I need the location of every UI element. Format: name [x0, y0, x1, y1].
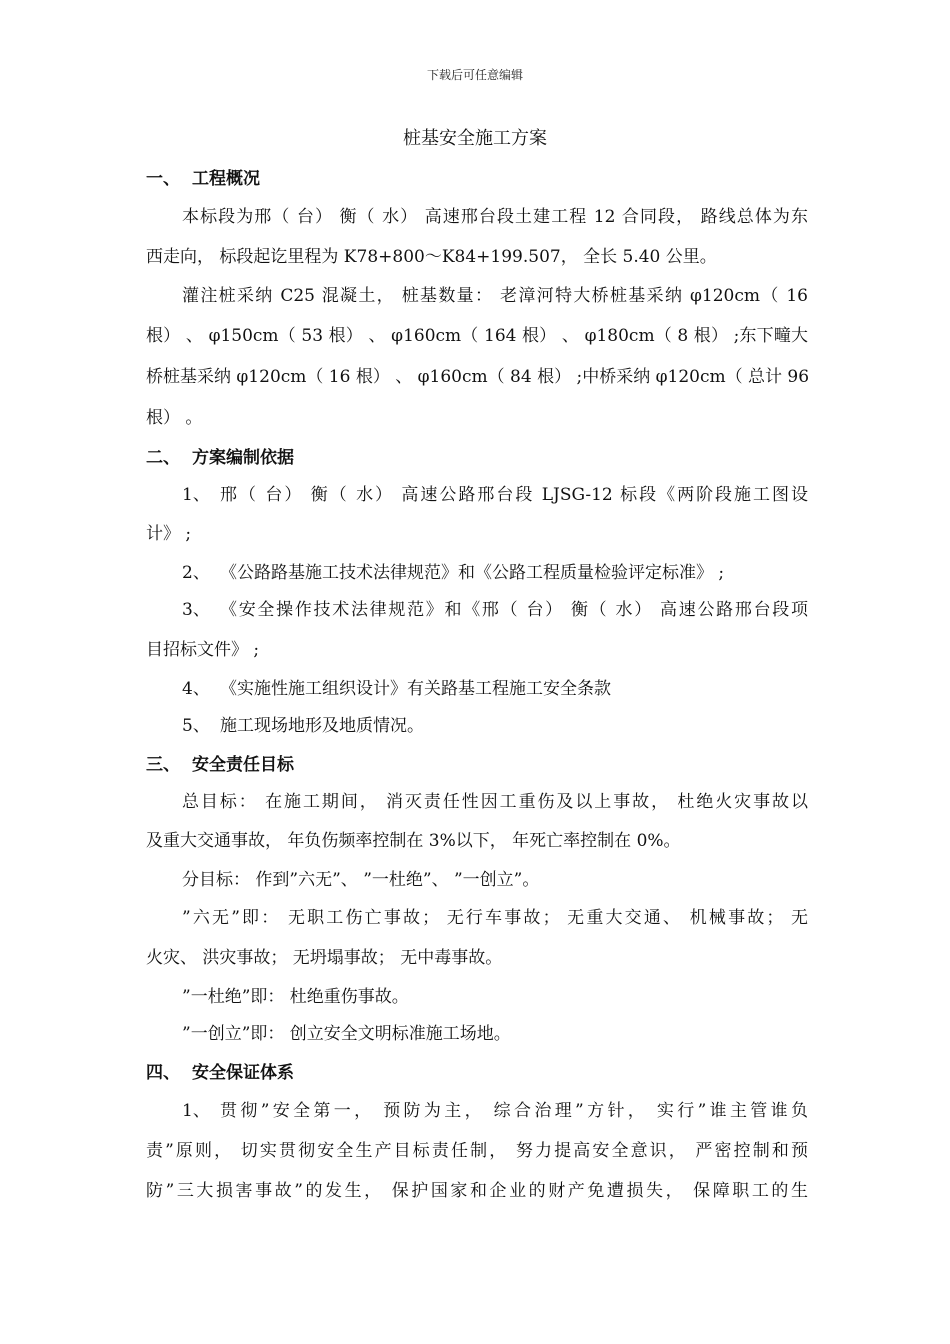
paragraph-line: 及重大交通事故， 年负伤频率控制在 3%以下， 年死亡率控制在 0%。 [146, 831, 681, 851]
paragraph-line: 桥桩基采纳 φ120cm（ 16 根） 、 φ160cm（ 84 根） ;中桥采纳 φ120cm（ 总计 96 [146, 367, 810, 387]
list-item-text: 《实施性施工组织设计》有关路基工程施工安全条款 [220, 679, 611, 699]
section-number: 三、 [146, 755, 180, 775]
section-number: 一、 [146, 169, 180, 189]
paragraph-line: 西走向， 标段起讫里程为 K78+800～K84+199.507， 全长 5.40 公里。 [146, 247, 717, 267]
section-title: 安全责任目标 [192, 755, 294, 775]
section-heading-2 [146, 443, 808, 468]
section-number: 二、 [146, 448, 180, 468]
section-heading-3 [146, 750, 808, 775]
list-item-text: 《公路路基施工技术法律规范》和《公路工程质量检验评定标准》 ; [220, 563, 725, 583]
paragraph-line: 分目标： 作到”六无”、 ”一杜绝”、 ”一创立”。 [182, 870, 540, 890]
list-item-continuation: 目招标文件》 ; [146, 640, 260, 660]
list-item-number: 5、 [182, 716, 210, 736]
section-heading-4 [146, 1058, 808, 1083]
list-item-number: 1、 [182, 485, 210, 505]
list-item-number: 1、 [182, 1101, 210, 1121]
list-item-text: 邢（ 台） 衡（ 水） 高速公路邢台段 LJSG-12 标段《两阶段施工图设 [220, 485, 808, 505]
list-item-text: 贯彻”安全第一， 预防为主， 综合治理”方针， 实行”谁主管谁负 [220, 1101, 808, 1121]
list-item-number: 3、 [182, 600, 210, 620]
paragraph-line: 防”三大损害事故”的发生， 保护国家和企业的财产免遭损失， 保障职工的生 [146, 1181, 808, 1201]
paragraph-line: 火灾、 洪灾事故； 无坍塌事故； 无中毒事故。 [146, 948, 503, 968]
list-item-text: 《安全操作技术法律规范》和《邢（ 台） 衡（ 水） 高速公路邢台段项 [220, 600, 808, 620]
list-item-number: 4、 [182, 679, 210, 699]
list-item-number: 2、 [182, 563, 210, 583]
section-title: 工程概况 [192, 169, 260, 189]
page-header: 下载后可任意编辑 [426, 68, 523, 82]
paragraph-line: 总目标： 在施工期间， 消灭责任性因工重伤及以上事故， 杜绝火灾事故以 [182, 792, 808, 812]
paragraph-line: ”一创立”即： 创立安全文明标准施工场地。 [182, 1024, 511, 1044]
paragraph-line: 根） 。 [146, 408, 203, 428]
document-title: 桩基安全施工方案 [403, 128, 547, 149]
section-number: 四、 [146, 1063, 180, 1083]
list-item-continuation: 计》 ; [146, 524, 192, 544]
paragraph-line: 本标段为邢（ 台） 衡（ 水） 高速邢台段土建工程 12 合同段， 路线总体为东 [182, 207, 808, 227]
section-title: 方案编制依据 [192, 448, 294, 468]
paragraph-line: 根） 、 φ150cm（ 53 根） 、 φ160cm（ 164 根） 、 φ180cm（ 8 根） ;东下疃大 [146, 326, 808, 346]
paragraph-line: 灌注桩采纳 C25 混凝土， 桩基数量： 老漳河特大桥桩基采纳 φ120cm（ 16 [182, 286, 808, 306]
paragraph-line: 责”原则， 切实贯彻安全生产目标责任制， 努力提高安全意识， 严密控制和预 [146, 1141, 808, 1161]
section-heading-1 [146, 164, 808, 189]
section-title: 安全保证体系 [192, 1063, 294, 1083]
paragraph-line: ”六无”即： 无职工伤亡事故； 无行车事故； 无重大交通、 机械事故； 无 [182, 908, 808, 928]
list-item-text: 施工现场地形及地质情况。 [220, 716, 424, 736]
paragraph-line: ”一杜绝”即： 杜绝重伤事故。 [182, 987, 409, 1007]
